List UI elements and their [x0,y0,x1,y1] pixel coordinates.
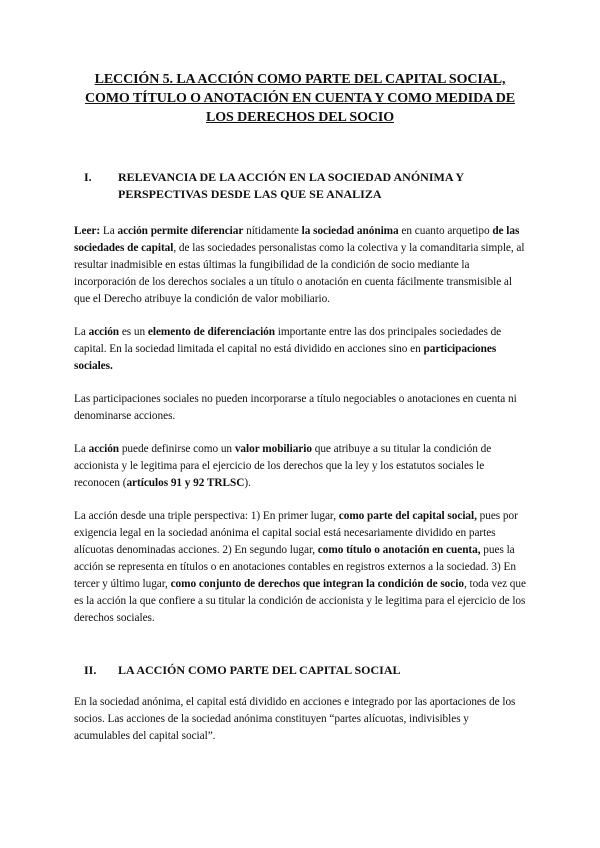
text: importante entre las dos principales sociedades de capital. En la sociedad limitada el capital no está dividido en acciones sino en [74,326,502,355]
paragraph-1 [74,223,526,308]
text: pues por exigencia legal en la sociedad anónima el capital social está necesariamente dividido en partes alícuotas denominadas acciones. 2) En segundo lugar, [74,510,518,556]
section-title-line: PERSPECTIVAS DESDE LAS QUE SE ANALIZA [118,187,382,201]
paragraph-6: En la sociedad anónima, el capital está dividido en acciones e integrado por las aportaciones de los socios. Las acciones de la sociedad anónima constituyen “partes alícuotas, indivisibles y acumulables del capital social”. [74,696,516,742]
text: pues la acción se representa en títulos o en anotaciones contables en registros externos a la sociedad. 3) En tercer y último lugar, [74,544,516,590]
paragraph-5 [74,508,526,627]
text: nítidamente [243,225,302,237]
text: es un [119,326,148,338]
text: La [74,326,89,338]
lesson-title [74,70,526,127]
section-heading-2 [74,662,526,679]
bold-text: Leer: [74,225,101,237]
text: puede definirse como un [119,443,235,455]
section-number: II. [84,663,97,677]
bold-text: la sociedad anónima [301,225,399,237]
section-title-line: RELEVANCIA DE LA ACCIÓN EN LA SOCIEDAD ANÓNIMA Y [118,170,465,184]
text: ). [244,477,251,489]
bold-text: valor mobiliario [234,443,312,455]
paragraph-3: Las participaciones sociales no pueden incorporarse a título negociables o anotaciones en cuenta ni denominarse acciones. [74,393,517,422]
bold-text: acción [88,326,120,338]
bold-text: como título o anotación en cuenta, [317,544,481,556]
text: que atribuye a su titular la condición de accionista y le legitima para el ejercicio de los derechos que la ley y los estatutos sociales le reconocen ( [74,443,492,489]
bold-text: artículos 91 y 92 TRLSC [126,477,245,489]
title-line: LECCIÓN 5. LA ACCIÓN COMO PARTE DEL CAPITAL SOCIAL, [94,72,506,87]
text: , toda vez que es la acción la que confiere a su titular la condición de accionista y le legitima para el ejercicio de los derechos sociales. [74,578,526,624]
text: , de las sociedades personalistas como la colectiva y la comanditaria simple, al resultar inadmisible en estas últimas la fungibilidad de la condición de socio mediante la incorporación de los derechos sociales a un título o anotación en cuenta fácilmente transmisible al que el Derecho atribuye la condición de valor mobiliario. [74,242,525,305]
section-title [118,662,401,679]
bold-text: como parte del capital social, [338,510,477,522]
text: La acción desde una triple perspectiva: 1) En primer lugar, [74,510,339,522]
paragraph-2 [74,324,526,375]
bold-text: elemento de diferenciación [147,326,276,338]
bold-text: como conjunto de derechos que integran la condición de socio [170,578,464,590]
title-line: COMO TÍTULO O ANOTACIÓN EN CUENTA Y COMO MEDIDA DE [85,91,515,106]
section-title-line: LA ACCIÓN COMO PARTE DEL CAPITAL SOCIAL [118,663,401,677]
paragraph-4 [74,441,526,492]
title-line: LOS DERECHOS DEL SOCIO [205,110,395,125]
bold-text: participaciones sociales. [74,343,497,372]
section-heading-1 [74,169,526,203]
section-number: I. [84,170,92,184]
text: La [100,225,118,237]
text: La [74,443,89,455]
bold-text: acción [88,443,120,455]
bold-text: de las sociedades de capital [74,225,520,254]
section-title [118,169,464,203]
text: en cuanto arquetipo [398,225,493,237]
bold-text: acción permite diferenciar [117,225,244,237]
